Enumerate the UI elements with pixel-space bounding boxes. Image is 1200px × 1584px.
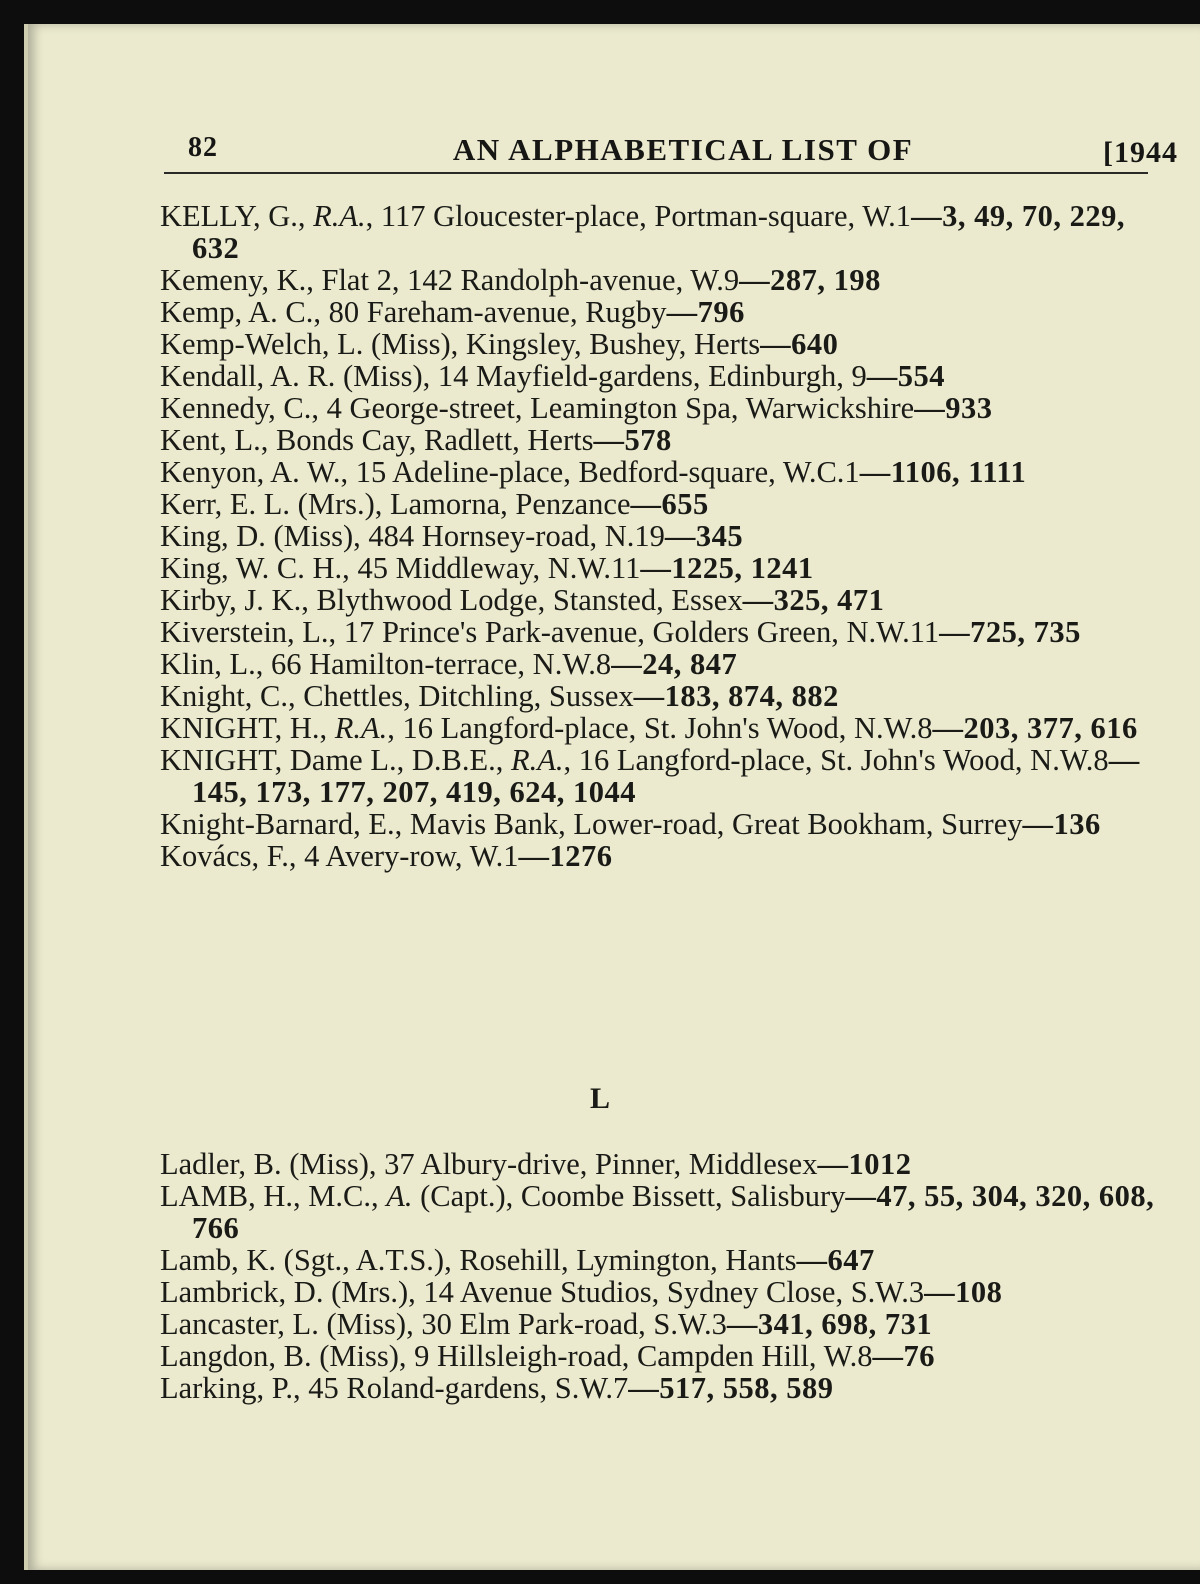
entry-list-l [160, 1148, 1160, 1404]
list-item [160, 616, 1160, 648]
entry-references: —108 [924, 1275, 1003, 1309]
entry-name: King, W. C. H., [160, 551, 358, 585]
list-item [160, 520, 1160, 552]
entry-address: Rosehill, Lymington, Hants [459, 1243, 797, 1277]
entry-address: 30 Elm Park-road, S.W.3 [421, 1307, 727, 1341]
list-item [160, 1340, 1160, 1372]
entry-name: KELLY, G., [160, 199, 314, 233]
entry-address: Chettles, Ditchling, Sussex [303, 679, 634, 713]
entry-address: 17 Prince's Park-avenue, Golders Green, N.W.11 [343, 615, 940, 649]
entry-address: Flat 2, 142 Randolph-avenue, W.9 [321, 263, 740, 297]
entry-name: Kiverstein, L., [160, 615, 344, 649]
entry-name: Lancaster, L. (Miss), [160, 1307, 422, 1341]
list-item [160, 552, 1160, 584]
entry-address: Lamorna, Penzance [390, 487, 631, 521]
entry-references: —640 [760, 327, 839, 361]
entry-address: 9 Hillsleigh-road, Campden Hill, W.8 [414, 1339, 873, 1373]
entry-references: —287, 198 [739, 263, 881, 297]
entry-references: —725, 735 [939, 615, 1081, 649]
entry-references: —136 [1022, 807, 1101, 841]
entry-address: 45 Middleway, N.W.11 [357, 551, 641, 585]
entry-references: —647 [796, 1243, 875, 1277]
entry-address: 45 Roland-gardens, S.W.7 [308, 1371, 629, 1405]
entry-address: 14 Mayfield-gardens, Edinburgh, 9 [437, 359, 867, 393]
entry-references: —578 [593, 423, 672, 457]
list-item [160, 1308, 1160, 1340]
list-item [160, 744, 1160, 808]
section-letter: L [589, 1082, 610, 1115]
entry-name: Kirby, J. K., [160, 583, 317, 617]
list-item [160, 296, 1160, 328]
year-label: [1944 [1103, 136, 1178, 169]
entry-references: —203, 377, 616 [932, 711, 1138, 745]
entry-address: 15 Adeline-place, Bedford-square, W.C.1 [355, 455, 860, 489]
entry-list-k [160, 200, 1160, 872]
entry-references: —76 [872, 1339, 935, 1373]
entry-name: LAMB, H., M.C., [160, 1179, 387, 1213]
list-item [160, 200, 1160, 264]
list-item [160, 328, 1160, 360]
list-item [160, 360, 1160, 392]
entry-name: Knight-Barnard, E., [160, 807, 410, 841]
entry-address: , 16 Langford-place, St. John's Wood, N.W.8 [387, 711, 933, 745]
entry-references: —655 [630, 487, 709, 521]
entry-address: Bonds Cay, Radlett, Herts [276, 423, 594, 457]
running-head [188, 132, 1178, 176]
entry-references: —1106, 1111 [859, 455, 1027, 489]
list-item [160, 424, 1160, 456]
entry-references: —554 [866, 359, 946, 393]
list-item [160, 1244, 1160, 1276]
entry-address: (Capt.), Coombe Bissett, Salisbury [412, 1179, 846, 1213]
entry-name: Kerr, E. L. (Mrs.), [160, 487, 391, 521]
entry-references: —145, 173, 177, 207, 419, 624, 1044 [192, 743, 1140, 809]
page-title: AN ALPHABETICAL LIST OF [452, 132, 914, 167]
list-item [160, 1148, 1160, 1180]
list-item [160, 1276, 1160, 1308]
entry-name: Larking, P., [160, 1371, 309, 1405]
list-item [160, 712, 1160, 744]
list-item [160, 680, 1160, 712]
entry-address: 80 Fareham-avenue, Rugby [328, 295, 667, 329]
entry-honour: R.A. [510, 743, 564, 777]
entry-honour: R.A. [313, 199, 366, 233]
list-item [160, 456, 1160, 488]
entry-references: —1276 [518, 839, 613, 873]
entry-address: 14 Avenue Studios, Sydney Close, S.W.3 [423, 1275, 925, 1309]
page-number: 82 [188, 132, 218, 163]
entry-references: —47, 55, 304, 320, 608, 766 [192, 1179, 1155, 1245]
entry-name: Kent, L., [160, 423, 277, 457]
entry-name: Langdon, B. (Miss), [160, 1339, 415, 1373]
list-item [160, 488, 1160, 520]
entry-references: —1012 [817, 1147, 912, 1181]
entry-name: Kemp-Welch, L. (Miss), [160, 327, 466, 361]
list-item [160, 392, 1160, 424]
entry-honour: A. [386, 1179, 413, 1213]
entry-address: 4 Avery-row, W.1 [304, 839, 519, 873]
entry-references: —796 [666, 295, 745, 329]
entry-address: 66 Hamilton-terrace, N.W.8 [270, 647, 612, 681]
entry-address: , 16 Langford-place, St. John's Wood, N.W.8 [563, 743, 1109, 777]
entry-references: —1225, 1241 [640, 551, 814, 585]
entry-references: —345 [664, 519, 744, 553]
list-item [160, 840, 1160, 872]
entry-address: 37 Albury-drive, Pinner, Middlesex [384, 1147, 818, 1181]
entry-honour: R.A. [334, 711, 388, 745]
entry-references: —3, 49, 70, 229, 632 [192, 199, 1125, 265]
entry-address: 484 Hornsey-road, N.19 [368, 519, 665, 553]
list-item [160, 808, 1160, 840]
entry-address: Blythwood Lodge, Stansted, Essex [316, 583, 743, 617]
entry-name: Lambrick, D. (Mrs.), [160, 1275, 424, 1309]
entry-address: , 117 Gloucester-place, Portman-square, W.1 [365, 199, 912, 233]
entry-name: Knight, C., [160, 679, 304, 713]
entry-references: —183, 874, 882 [633, 679, 839, 713]
entry-address: Kingsley, Bushey, Herts [465, 327, 761, 361]
list-item [160, 1180, 1160, 1244]
list-item [160, 584, 1160, 616]
entry-references: —517, 558, 589 [628, 1371, 834, 1405]
list-item [160, 1372, 1160, 1404]
entry-name: King, D. (Miss), [160, 519, 369, 553]
entry-name: KNIGHT, H., [160, 711, 335, 745]
list-item [160, 264, 1160, 296]
entry-references: —341, 698, 731 [726, 1307, 933, 1341]
entry-name: Kenyon, A. W., [160, 455, 356, 489]
entry-name: Klin, L., [160, 647, 271, 681]
entry-name: KNIGHT, Dame L., D.B.E., [160, 743, 511, 777]
entry-name: Lamb, K. (Sgt., A.T.S.), [160, 1243, 460, 1277]
entry-name: Ladler, B. (Miss), [160, 1147, 385, 1181]
entry-name: Kennedy, C., [160, 391, 327, 425]
entry-references: —24, 847 [611, 647, 738, 681]
entry-name: Kovács, F., [160, 839, 305, 873]
entry-name: Kemeny, K., [160, 263, 322, 297]
entry-name: Kemp, A. C., [160, 295, 329, 329]
list-item [160, 648, 1160, 680]
entry-address: 4 George-street, Leamington Spa, Warwickshire [326, 391, 915, 425]
entry-name: Kendall, A. R. (Miss), [160, 359, 438, 393]
entry-address: Mavis Bank, Lower-road, Great Bookham, Surrey [409, 807, 1023, 841]
header-rule [164, 172, 1148, 174]
entry-references: —933 [914, 391, 993, 425]
entry-references: —325, 471 [742, 583, 885, 617]
